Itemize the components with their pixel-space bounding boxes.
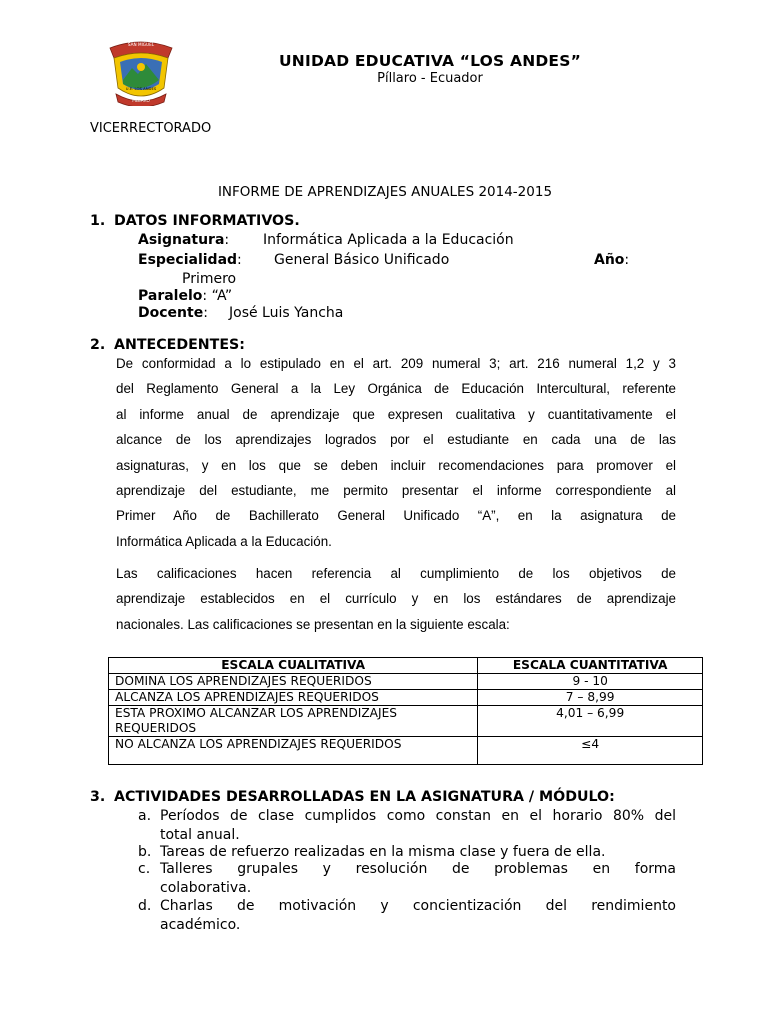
paragraph-line: del Reglamento General a la Ley Orgánica de Educación Intercultural, referente <box>116 381 676 397</box>
section-2-title: ANTECEDENTES: <box>114 337 245 353</box>
especialidad-value: General Básico Unificado <box>274 252 450 268</box>
list-item-text: Tareas de refuerzo realizadas en la misma clase y fuera de ella. <box>160 844 606 860</box>
qualitative-cell: DOMINA LOS APRENDIZAJES REQUERIDOS <box>109 674 478 690</box>
paragraph-line: Informática Aplicada a la Educación. <box>116 533 332 549</box>
antecedentes-paragraph-2 <box>116 561 676 637</box>
paragraph-line: al informe anual de aprendizaje que expresen cualitativa y cuantitativamente el <box>116 406 676 422</box>
paralelo-value: “A” <box>211 288 233 304</box>
report-title: INFORME DE APRENDIZAJES ANUALES 2014-2015 <box>217 184 553 200</box>
qualitative-cell: ALCANZA LOS APRENDIZAJES REQUERIDOS <box>109 690 478 706</box>
paragraph-line: aprendizaje establecidos en el currículo y en los estándares de aprendizaje <box>116 591 676 607</box>
list-item-letter: b. <box>138 844 152 860</box>
list-item-letter: a. <box>138 808 152 824</box>
anio-label: Año <box>594 252 625 268</box>
school-city: Píllaro - Ecuador <box>377 71 483 86</box>
seal-top-text: SAN MIGUEL <box>127 42 155 47</box>
department-label: VICERRECTORADO <box>90 121 212 136</box>
quantitative-cell: 9 - 10 <box>478 674 703 690</box>
field-paralelo <box>138 288 232 304</box>
section-3-title: ACTIVIDADES DESARROLLADAS EN LA ASIGNATURA / MÓDULO: <box>114 789 615 805</box>
seal-center-text: U.E. LOS ANDES <box>125 86 157 91</box>
list-item-letter: d. <box>138 898 152 914</box>
anio-value: Primero <box>182 271 237 287</box>
paragraph-line: alcance de los aprendizajes logrados por el estudiante en cada una de las <box>116 432 676 448</box>
field-asignatura <box>138 232 229 248</box>
field-anio <box>594 252 629 268</box>
docente-label: Docente <box>138 305 204 321</box>
field-especialidad <box>138 252 242 268</box>
header-quantitative: ESCALA CUANTITATIVA <box>478 658 703 674</box>
colon: : <box>224 232 230 248</box>
asignatura-label: Asignatura <box>138 232 225 248</box>
table-header-row <box>109 658 703 674</box>
antecedentes-paragraph-1 <box>116 351 676 554</box>
quantitative-cell: 7 – 8,99 <box>478 690 703 706</box>
colon: : <box>624 252 630 268</box>
table-row <box>109 674 703 690</box>
list-item-text: académico. <box>160 917 241 933</box>
paragraph-line: Primer Año de Bachillerato General Unificado “A”, en la asignatura de <box>116 508 676 524</box>
list-item-text: Períodos de clase cumplidos como constan en el horario 80% del <box>160 808 676 824</box>
quantitative-cell: 4,01 – 6,99 <box>478 706 703 737</box>
table-row <box>109 690 703 706</box>
field-docente <box>138 305 208 321</box>
paragraph-line: Las calificaciones hacen referencia al cumplimiento de los objetivos de <box>116 566 676 581</box>
list-item-letter: c. <box>138 861 151 877</box>
colon: : <box>237 252 242 268</box>
section-2-number: 2. <box>90 337 106 353</box>
paragraph-line: nacionales. Las calificaciones se presentan en la siguiente escala: <box>116 616 510 632</box>
colon: : <box>203 305 208 321</box>
table-row <box>109 706 703 737</box>
qualitative-cell: ESTA PROXIMO ALCANZAR LOS APRENDIZAJES REQUERIDOS <box>109 706 478 737</box>
school-name: UNIDAD EDUCATIVA “LOS ANDES” <box>279 52 581 70</box>
section-1-heading <box>90 213 300 229</box>
list-item-text: total anual. <box>160 827 240 843</box>
paragraph-line: aprendizaje del estudiante, me permito presentar el informe correspondiente al <box>116 482 676 498</box>
table-row <box>109 737 703 765</box>
list-item-text: colaborativa. <box>160 880 252 896</box>
list-item-text: Charlas de motivación y concientización del rendimiento <box>160 898 676 914</box>
section-3-heading <box>90 789 615 805</box>
asignatura-value: Informática Aplicada a la Educación <box>263 232 514 248</box>
section-1-number: 1. <box>90 213 106 229</box>
paragraph-line: asignaturas, y en los que se deben incluir recomendaciones para promover el <box>116 457 676 473</box>
list-item-text: Talleres grupales y resolución de problemas en forma <box>160 861 676 877</box>
section-3-number: 3. <box>90 789 106 805</box>
docente-value: José Luis Yancha <box>229 305 344 321</box>
grading-scale-table <box>108 657 703 765</box>
header-qualitative: ESCALA CUALITATIVA <box>109 658 478 674</box>
paragraph-line: De conformidad a lo estipulado en el art. 209 numeral 3; art. 216 numeral 1,2 y 3 <box>116 356 676 371</box>
qualitative-cell: NO ALCANZA LOS APRENDIZAJES REQUERIDOS <box>109 737 478 765</box>
section-1-title: DATOS INFORMATIVOS. <box>114 213 300 229</box>
especialidad-label: Especialidad <box>138 252 238 268</box>
quantitative-cell: ≤4 <box>478 737 703 765</box>
paralelo-label: Paralelo <box>138 288 203 304</box>
school-seal-logo <box>102 36 180 106</box>
seal-bottom-text: PÍLLARO <box>132 98 150 103</box>
colon: : <box>202 288 208 304</box>
